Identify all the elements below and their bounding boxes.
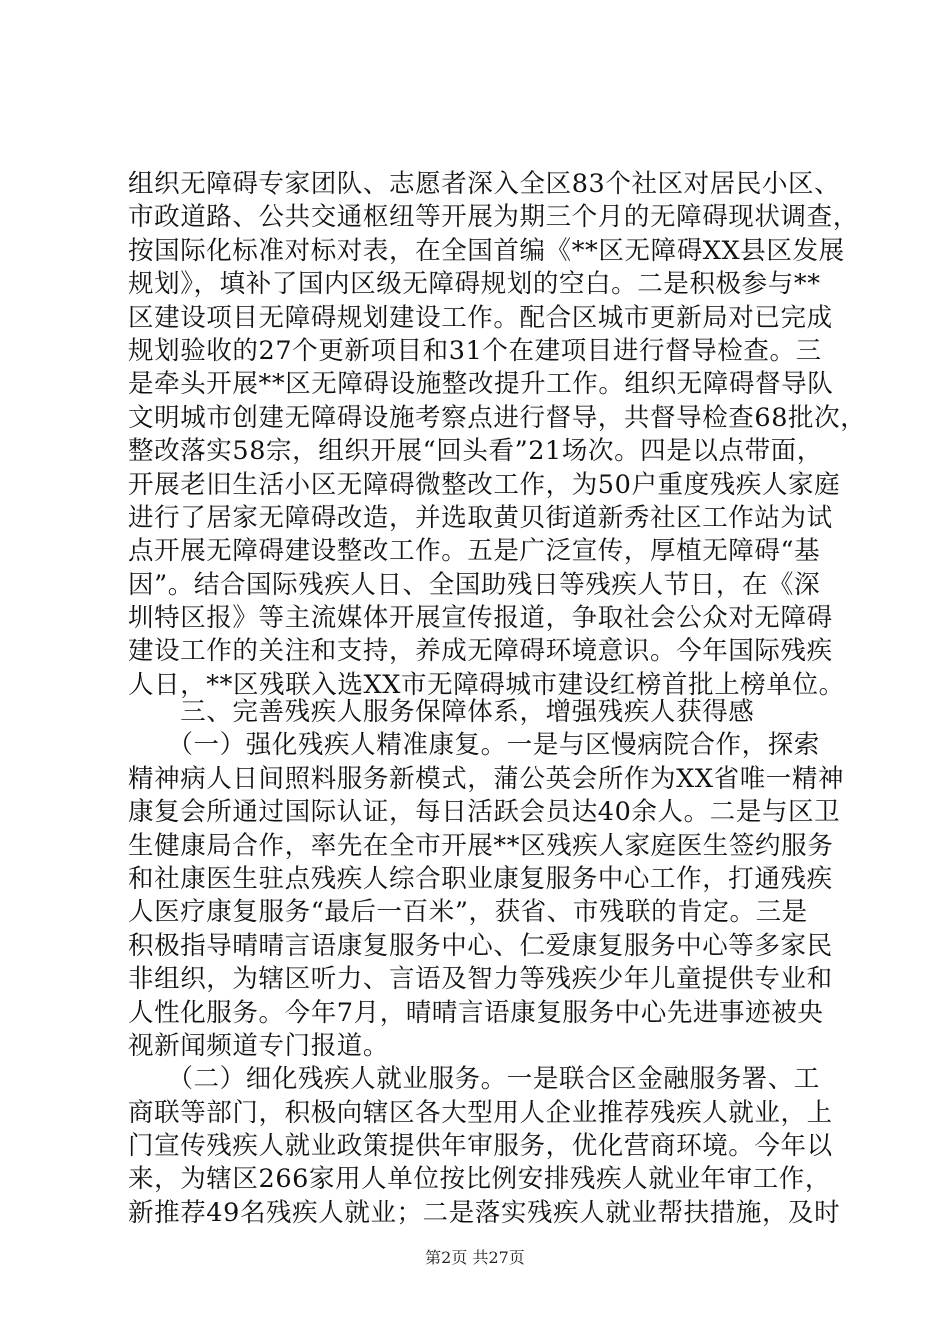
text-line: 进行了居家无障碍改造，并选取黄贝街道新秀社区工作站为试 — [128, 502, 833, 533]
text-line: 规划验收的27个更新项目和31个在建项目进行督导检查。三 — [128, 335, 822, 366]
text-line: 康复会所通过国际认证，每日活跃会员达40余人。二是与区卫 — [128, 797, 841, 828]
text-line: （一）强化残疾人精准康复。一是与区慢病院合作，探索 — [128, 730, 820, 761]
text-line: 门宣传残疾人就业政策提供年审服务，优化营商环境。今年以 — [128, 1131, 833, 1162]
paragraph-accessibility — [128, 168, 867, 702]
text-line: 积极指导晴晴言语康复服务中心、仁爱康复服务中心等多家民 — [128, 930, 833, 961]
section-three-service-system — [128, 696, 845, 1230]
text-line: 市政道路、公共交通枢纽等开展为期三个月的无障碍现状调查， — [128, 202, 859, 233]
text-line: 非组织，为辖区听力、言语及智力等残疾少年儿童提供专业和 — [128, 964, 833, 995]
text-line: 建设工作的关注和支持，养成无障碍环境意识。今年国际残疾 — [128, 636, 833, 667]
text-line: 人医疗康复服务“最后一百米”，获省、市残联的肯定。三是 — [128, 897, 808, 928]
text-line: 新推荐49名残疾人就业；二是落实残疾人就业帮扶措施，及时 — [128, 1197, 841, 1228]
text-line: 按国际化标准对标对表，在全国首编《**区无障碍XX县区发展 — [128, 235, 845, 266]
text-line: 因”。结合国际残疾人日、全国助残日等残疾人节日，在《深 — [128, 569, 821, 600]
text-line: 人性化服务。今年7月，晴晴言语康复服务中心先进事迹被央 — [128, 997, 824, 1028]
page-number-footer: 第2页 共27页 — [425, 1248, 525, 1267]
section-heading: 三、完善残疾人服务保障体系，增强残疾人获得感 — [128, 697, 755, 727]
text-line: （二）细化残疾人就业服务。一是联合区金融服务署、工 — [128, 1064, 820, 1095]
text-line: 文明城市创建无障碍设施考察点进行督导，共督导检查68批次， — [128, 402, 867, 433]
text-line: 开展老旧生活小区无障碍微整改工作，为50户重度残疾人家庭 — [128, 469, 841, 500]
text-line: 是牵头开展**区无障碍设施整改提升工作。组织无障碍督导队 — [128, 369, 834, 400]
text-line: 生健康局合作，率先在全市开展**区残疾人家庭医生签约服务 — [128, 830, 834, 861]
text-line: 和社康医生驻点残疾人综合职业康复服务中心工作，打通残疾 — [128, 863, 833, 894]
text-line: 规划》，填补了国内区级无障碍规划的空白。二是积极参与** — [128, 269, 821, 300]
text-line: 组织无障碍专家团队、志愿者深入全区83个社区对居民小区、 — [128, 169, 841, 199]
text-line: 视新闻频道专门报道。 — [128, 1030, 390, 1061]
text-line: 精神病人日间照料服务新模式，蒲公英会所作为XX省唯一精神 — [128, 763, 845, 794]
text-line: 区建设项目无障碍规划建设工作。配合区城市更新局对已完成 — [128, 302, 833, 333]
text-line: 圳特区报》等主流媒体开展宣传报道，争取社会公众对无障碍 — [128, 603, 833, 634]
text-line: 点开展无障碍建设整改工作。五是广泛宣传，厚植无障碍“基 — [128, 536, 821, 567]
text-line: 整改落实58宗，组织开展“回头看”21场次。四是以点带面， — [128, 436, 823, 467]
text-line: 商联等部门，积极向辖区各大型用人企业推荐残疾人就业，上 — [128, 1097, 833, 1128]
text-line: 来，为辖区266家用人单位按比例安排残疾人就业年审工作， — [128, 1164, 831, 1195]
text-line: 人日，**区残联入选XX市无障碍城市建设红榜首批上榜单位。 — [128, 669, 845, 700]
